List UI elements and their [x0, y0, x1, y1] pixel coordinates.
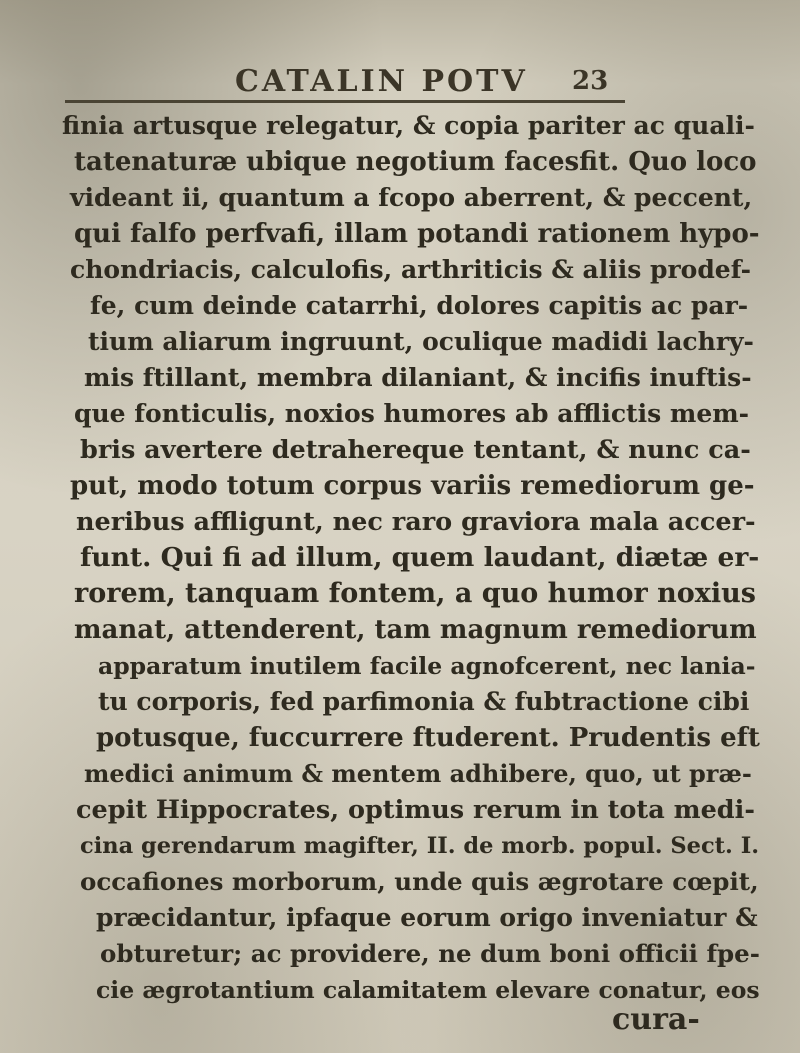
text-line: manat, attenderent, tam magnum remediorum	[74, 615, 757, 645]
text-line: apparatum inutilem facile agnofcerent, nec lania-	[98, 652, 756, 680]
text-line: cina gerendarum magifter, II. de morb. popul. Sect. I.	[80, 833, 760, 859]
text-line: chondriacis, calculofis, arthriticis & aliis prodef-	[70, 255, 751, 284]
catchword: cura-	[612, 1002, 700, 1037]
text-line: cie ægrotantium calamitatem elevare conatur, eos	[96, 976, 760, 1004]
text-line: tu corporis, fed parfimonia & fubtractione cibi	[98, 687, 750, 716]
text-line: medici animum & mentem adhibere, quo, ut præ-	[84, 759, 752, 788]
text-line: præcidantur, ipfaque eorum origo inveniatur &	[96, 903, 758, 932]
text-line: obturetur; ac providere, ne dum boni officii fpe-	[100, 939, 760, 968]
text-line: potusque, fuccurrere ftuderent. Prudentis eft	[96, 723, 760, 753]
page-number: 23	[572, 66, 609, 96]
text-line: fe, cum deinde catarrhi, dolores capitis ac par-	[90, 291, 749, 320]
text-line: videant ii, quantum a fcopo aberrent, & peccent,	[70, 183, 753, 212]
text-line: mis ftillant, membra dilaniant, & incifis inuftis-	[84, 363, 752, 392]
header-rule	[65, 100, 625, 103]
text-line: rorem, tanquam fontem, a quo humor noxius	[74, 578, 756, 609]
text-line: put, modo totum corpus variis remediorum ge-	[70, 471, 755, 501]
text-line: finia artusque relegatur, & copia pariter ac quali-	[62, 111, 755, 140]
running-head: CATALIN POTV	[235, 64, 528, 99]
text-line: tium aliarum ingruunt, oculique madidi lachry-	[88, 327, 754, 356]
text-line: tatenaturæ ubique negotium facesfit. Quo loco	[74, 147, 757, 177]
text-line: occafiones morborum, unde quis ægrotare cœpit,	[80, 867, 759, 896]
text-line: qui falfo perfvafi, illam potandi rationem hypo-	[74, 219, 760, 249]
text-line: cepit Hippocrates, optimus rerum in tota medi-	[76, 795, 755, 825]
text-line: que fonticulis, noxios humores ab afflictis mem-	[74, 399, 750, 428]
text-line: bris avertere detrahereque tentant, & nunc ca-	[80, 435, 751, 465]
text-line: neribus affligunt, nec raro graviora mala accer-	[76, 507, 756, 537]
text-line: funt. Qui fi ad illum, quem laudant, diætæ er-	[80, 542, 760, 573]
page-header	[60, 60, 680, 100]
